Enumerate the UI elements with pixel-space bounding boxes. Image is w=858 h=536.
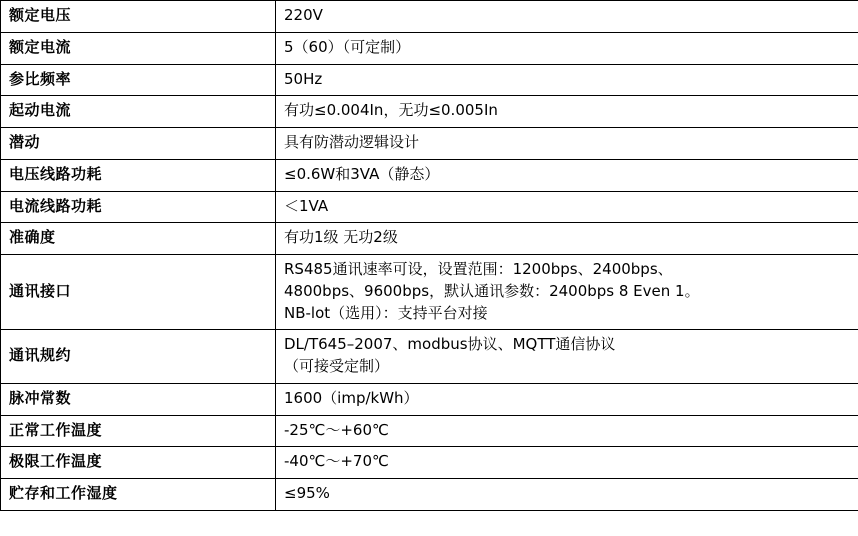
- spec-label: 电流线路功耗: [1, 191, 276, 223]
- table-row: [1, 32, 858, 64]
- spec-value-line: 5（60）（可定制）: [284, 37, 411, 56]
- spec-value: [276, 1, 858, 33]
- spec-value-line: -25℃～+60℃: [284, 420, 389, 439]
- spec-label: 通讯接口: [1, 255, 276, 330]
- spec-value-line: （可接受定制）: [284, 357, 390, 375]
- spec-label: 极限工作温度: [1, 447, 276, 479]
- table-row: [1, 96, 858, 128]
- table-row: [1, 447, 858, 479]
- spec-value: [276, 447, 858, 479]
- spec-value-line: 1600（imp/kWh）: [284, 388, 419, 407]
- table-body: [1, 1, 858, 511]
- spec-value: [276, 223, 858, 255]
- spec-label: 贮存和工作湿度: [1, 479, 276, 511]
- spec-value-line: NB-lot（选用）：支持平台对接: [284, 303, 488, 322]
- table-row: [1, 255, 858, 330]
- spec-value-line: ≤0.6W和3VA（静态）: [284, 164, 440, 183]
- spec-value: [276, 330, 858, 384]
- spec-label: 潜动: [1, 128, 276, 160]
- spec-value-line: 220V: [284, 6, 323, 24]
- spec-label: 脉冲常数: [1, 383, 276, 415]
- table-row: [1, 383, 858, 415]
- spec-value-line: 有功≤0.004In，无功≤0.005In: [284, 101, 498, 120]
- spec-label: 起动电流: [1, 96, 276, 128]
- spec-value: [276, 32, 858, 64]
- spec-label: 准确度: [1, 223, 276, 255]
- table-row: [1, 223, 858, 255]
- spec-value-line: RS485通讯速率可设，设置范围：1200bps、2400bps、: [284, 260, 673, 278]
- table-row: [1, 479, 858, 511]
- spec-value-line: ≤95%: [284, 484, 330, 502]
- spec-value: [276, 96, 858, 128]
- spec-label: 参比频率: [1, 64, 276, 96]
- spec-value-line: DL/T645–2007、modbus协议、MQTT通信协议: [284, 335, 616, 354]
- spec-value-line: 有功1级 无功2级: [284, 228, 398, 247]
- spec-value: [276, 479, 858, 511]
- spec-label: 通讯规约: [1, 330, 276, 384]
- table-row: [1, 415, 858, 447]
- table-row: [1, 330, 858, 384]
- spec-label: 正常工作温度: [1, 415, 276, 447]
- spec-value: [276, 383, 858, 415]
- spec-value: [276, 159, 858, 191]
- spec-value: [276, 191, 858, 223]
- spec-value: [276, 255, 858, 330]
- spec-value-line: -40℃～+70℃: [284, 452, 389, 471]
- spec-value: [276, 415, 858, 447]
- spec-label: 额定电压: [1, 1, 276, 33]
- table-row: [1, 128, 858, 160]
- table-row: [1, 64, 858, 96]
- spec-value: [276, 128, 858, 160]
- spec-label: 电压线路功耗: [1, 159, 276, 191]
- spec-label: 额定电流: [1, 32, 276, 64]
- spec-value-line: 具有防潜动逻辑设计: [284, 133, 420, 151]
- spec-value: [276, 64, 858, 96]
- table-row: [1, 191, 858, 223]
- spec-value-line: ＜1VA: [284, 196, 329, 215]
- spec-value-line: 4800bps、9600bps，默认通讯参数：2400bps 8 Even 1。: [284, 281, 700, 300]
- table-row: [1, 1, 858, 33]
- table-row: [1, 159, 858, 191]
- spec-value-line: 50Hz: [284, 69, 323, 88]
